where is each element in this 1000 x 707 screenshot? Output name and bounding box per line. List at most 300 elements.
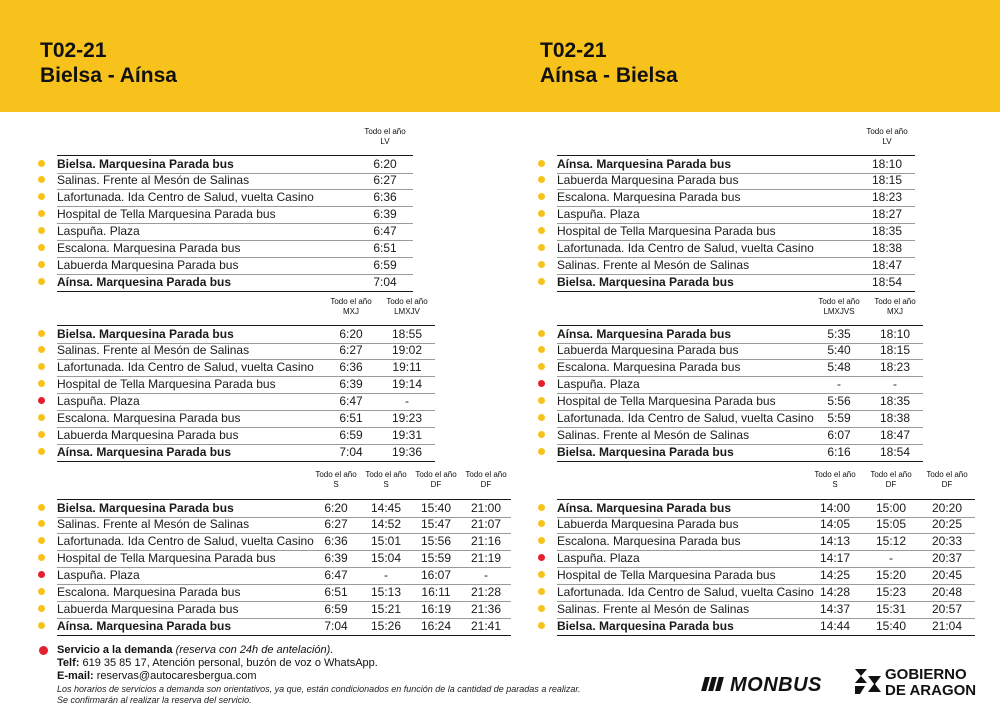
- column-period: Todo el año: [365, 470, 407, 479]
- time-cell: 20:37: [931, 551, 963, 565]
- time-cell: 15:04: [370, 551, 402, 565]
- route-title-right: [540, 38, 678, 88]
- table-row: [57, 257, 413, 275]
- time-cell: -: [837, 377, 841, 391]
- route-name: Bielsa - Aínsa: [40, 64, 177, 87]
- column-days: S: [333, 480, 339, 489]
- column-header: [919, 470, 975, 490]
- time-cell: 15:47: [420, 517, 452, 531]
- time-cell: 6:51: [373, 241, 397, 255]
- time-cell: 18:54: [871, 275, 903, 289]
- stop-dot-icon: [38, 504, 45, 511]
- column-period: Todo el año: [386, 297, 428, 306]
- table-row: [57, 393, 435, 411]
- time-cell: -: [484, 568, 488, 582]
- demand-detail: (reserva con 24h de antelación).: [175, 644, 334, 656]
- time-cell: 5:40: [827, 343, 851, 357]
- stop-dot-icon: [538, 261, 545, 268]
- time-cell: 6:59: [324, 602, 348, 616]
- demand-label: Servicio a la demanda: [57, 644, 173, 656]
- time-cell: 6:36: [324, 534, 348, 548]
- stop-name: Lafortunada. Ida Centro de Salud, vuelta Casino: [57, 534, 314, 548]
- stop-name: Salinas. Frente al Mesón de Salinas: [557, 428, 750, 442]
- stop-name: Salinas. Frente al Mesón de Salinas: [57, 517, 250, 531]
- stop-name: Labuerda Marquesina Parada bus: [57, 258, 239, 272]
- time-cell: 15:21: [370, 602, 402, 616]
- time-cell: 20:57: [931, 602, 963, 616]
- stop-dot-icon: [538, 448, 545, 455]
- column-days: LV: [882, 137, 892, 146]
- stop-name: Bielsa. Marquesina Parada bus: [557, 275, 734, 289]
- column-period: Todo el año: [818, 297, 860, 306]
- stop-dot-icon: [538, 588, 545, 595]
- column-days: MXJ: [887, 307, 903, 316]
- stop-dot-icon: [38, 176, 45, 183]
- column-header: [807, 470, 863, 490]
- column-header: [357, 127, 413, 147]
- stop-name: Aínsa. Marquesina Parada bus: [557, 327, 732, 341]
- time-cell: 16:19: [420, 602, 452, 616]
- stop-dot-icon: [538, 414, 545, 421]
- column-header: [408, 470, 464, 490]
- time-cell: 14:28: [819, 585, 851, 599]
- monbus-bars-icon: [703, 674, 724, 697]
- time-cell: 6:07: [827, 428, 851, 442]
- table-row: [557, 359, 923, 377]
- time-cell: 14:45: [370, 501, 402, 515]
- table-row: [557, 444, 923, 462]
- table-row: [57, 359, 435, 377]
- time-cell: 6:59: [373, 258, 397, 272]
- table-row: [57, 584, 511, 602]
- time-cell: 14:13: [819, 534, 851, 548]
- table-row: [557, 223, 915, 241]
- stop-name: Escalona. Marquesina Parada bus: [557, 190, 741, 204]
- table-row: [57, 410, 435, 428]
- table-row: [57, 427, 435, 445]
- table-row: [557, 567, 975, 585]
- time-cell: 16:24: [420, 619, 452, 633]
- table-row: [557, 206, 915, 224]
- stop-dot-icon: [538, 571, 545, 578]
- note-line: Los horarios de servicios a demanda son orientativos, ya que, están condicionados en función de la cantidad de paradas a realizar.: [57, 684, 581, 694]
- time-cell: 15:01: [370, 534, 402, 548]
- time-cell: 6:16: [827, 445, 851, 459]
- stop-name: Laspuña. Plaza: [557, 551, 640, 565]
- column-days: DF: [941, 480, 953, 489]
- gobierno-aragon-logo: [853, 666, 977, 703]
- stop-dot-icon: [38, 193, 45, 200]
- stop-name: Hospital de Tella Marquesina Parada bus: [57, 551, 276, 565]
- column-period: Todo el año: [874, 297, 916, 306]
- stop-dot-icon: [38, 414, 45, 421]
- stop-name: Salinas. Frente al Mesón de Salinas: [57, 173, 250, 187]
- table-row: [557, 274, 915, 292]
- time-cell: 15:26: [370, 619, 402, 633]
- phone-text: 619 35 85 17, Atención personal, buzón de voz o WhatsApp.: [82, 657, 378, 669]
- stop-dot-icon: [538, 330, 545, 337]
- time-cell: 21:00: [470, 501, 502, 515]
- column-period: Todo el año: [465, 470, 507, 479]
- table-row: [557, 427, 923, 445]
- time-cell: 6:27: [373, 173, 397, 187]
- stop-dot-icon: [538, 210, 545, 217]
- time-cell: 18:10: [871, 157, 903, 171]
- stop-name: Lafortunada. Ida Centro de Salud, vuelta Casino: [557, 241, 814, 255]
- stop-name: Escalona. Marquesina Parada bus: [57, 411, 241, 425]
- table-row: [557, 601, 975, 619]
- table-row: [57, 189, 413, 207]
- demand-dot-icon: [39, 646, 48, 655]
- table-row: [57, 376, 435, 394]
- column-period: Todo el año: [814, 470, 856, 479]
- column-days: LV: [380, 137, 390, 146]
- stop-name: Labuerda Marquesina Parada bus: [557, 517, 739, 531]
- time-cell: 6:47: [324, 568, 348, 582]
- time-cell: 6:27: [339, 343, 363, 357]
- time-cell: 18:55: [391, 327, 423, 341]
- time-cell: 6:51: [324, 585, 348, 599]
- stop-dot-icon: [38, 363, 45, 370]
- stop-name: Labuerda Marquesina Parada bus: [557, 343, 739, 357]
- time-cell: 18:23: [879, 360, 911, 374]
- stop-name: Labuerda Marquesina Parada bus: [557, 173, 739, 187]
- table-row: [557, 240, 915, 258]
- time-cell: 15:05: [875, 517, 907, 531]
- time-cell: 20:25: [931, 517, 963, 531]
- table-row: [57, 550, 511, 568]
- time-cell: 15:13: [370, 585, 402, 599]
- time-cell: 21:41: [470, 619, 502, 633]
- stop-name: Lafortunada. Ida Centro de Salud, vuelta Casino: [57, 360, 314, 374]
- gobierno-shield-icon: [853, 666, 883, 698]
- time-cell: 18:38: [871, 241, 903, 255]
- column-period: Todo el año: [415, 470, 457, 479]
- stop-dot-icon: [538, 278, 545, 285]
- stop-dot-icon: [538, 363, 545, 370]
- stop-name: Hospital de Tella Marquesina Parada bus: [57, 207, 276, 221]
- time-cell: 6:20: [324, 501, 348, 515]
- stop-dot-icon: [538, 431, 545, 438]
- time-cell: 20:48: [931, 585, 963, 599]
- time-cell: 14:44: [819, 619, 851, 633]
- stop-dot-icon: [38, 160, 45, 167]
- time-cell: 7:04: [339, 445, 363, 459]
- stop-dot-icon: [538, 193, 545, 200]
- stop-name: Lafortunada. Ida Centro de Salud, vuelta Casino: [557, 411, 814, 425]
- monbus-logo: [703, 674, 822, 697]
- table-row: [57, 533, 511, 551]
- stop-dot-icon: [538, 227, 545, 234]
- column-days: MXJ: [343, 307, 359, 316]
- stop-dot-icon: [538, 244, 545, 251]
- time-cell: 18:15: [879, 343, 911, 357]
- stop-dot-icon: [538, 520, 545, 527]
- table-row: [57, 223, 413, 241]
- stop-name: Aínsa. Marquesina Parada bus: [557, 157, 732, 171]
- stop-name: Labuerda Marquesina Parada bus: [57, 428, 239, 442]
- stop-name: Hospital de Tella Marquesina Parada bus: [57, 377, 276, 391]
- stop-dot-icon: [538, 537, 545, 544]
- time-cell: 6:51: [339, 411, 363, 425]
- time-cell: 16:07: [420, 568, 452, 582]
- table-row: [57, 274, 413, 292]
- stop-dot-icon: [38, 431, 45, 438]
- time-cell: -: [384, 568, 388, 582]
- table-row: [557, 550, 975, 568]
- column-period: Todo el año: [364, 127, 406, 136]
- stop-name: Salinas. Frente al Mesón de Salinas: [57, 343, 250, 357]
- stop-dot-icon: [538, 504, 545, 511]
- time-cell: 15:59: [420, 551, 452, 565]
- time-cell: -: [405, 394, 409, 408]
- email-text: reservas@autocaresbergua.com: [96, 670, 257, 682]
- time-cell: 18:27: [871, 207, 903, 221]
- time-cell: 7:04: [324, 619, 348, 633]
- stop-dot-icon: [38, 588, 45, 595]
- stop-name: Laspuña. Plaza: [57, 394, 140, 408]
- column-header: [323, 297, 379, 317]
- column-header: [358, 470, 414, 490]
- route-code: T02-21: [40, 39, 107, 62]
- table-row: [557, 618, 975, 636]
- table-row: [57, 342, 435, 360]
- stop-dot-icon: [538, 176, 545, 183]
- time-cell: 14:25: [819, 568, 851, 582]
- column-days: DF: [885, 480, 897, 489]
- time-cell: 14:05: [819, 517, 851, 531]
- table-row: [557, 172, 915, 190]
- stop-name: Escalona. Marquesina Parada bus: [57, 241, 241, 255]
- stop-name: Salinas. Frente al Mesón de Salinas: [557, 258, 750, 272]
- stop-name: Salinas. Frente al Mesón de Salinas: [557, 602, 750, 616]
- time-cell: 6:36: [339, 360, 363, 374]
- stop-name: Escalona. Marquesina Parada bus: [57, 585, 241, 599]
- time-cell: 18:35: [871, 224, 903, 238]
- time-cell: 20:45: [931, 568, 963, 582]
- time-cell: 7:04: [373, 275, 397, 289]
- column-days: DF: [480, 480, 492, 489]
- stop-dot-icon: [538, 346, 545, 353]
- time-cell: 6:39: [373, 207, 397, 221]
- stop-dot-icon: [38, 261, 45, 268]
- stop-dot-icon: [538, 605, 545, 612]
- stop-name: Bielsa. Marquesina Parada bus: [57, 157, 234, 171]
- table-row: [57, 172, 413, 190]
- time-cell: 15:40: [875, 619, 907, 633]
- stop-dot-icon: [38, 554, 45, 561]
- monbus-logo-text: MONBUS: [730, 674, 822, 696]
- column-header: [867, 297, 923, 317]
- time-cell: 15:56: [420, 534, 452, 548]
- phone-label: Telf:: [57, 657, 80, 669]
- stop-name: Escalona. Marquesina Parada bus: [557, 534, 741, 548]
- time-cell: 18:47: [879, 428, 911, 442]
- time-cell: 6:20: [373, 157, 397, 171]
- table-row: [557, 257, 915, 275]
- time-cell: 21:19: [470, 551, 502, 565]
- time-cell: 18:15: [871, 173, 903, 187]
- stop-dot-icon: [38, 210, 45, 217]
- time-cell: 15:20: [875, 568, 907, 582]
- stop-name: Bielsa. Marquesina Parada bus: [557, 619, 734, 633]
- time-cell: 6:20: [339, 327, 363, 341]
- table-row: [557, 342, 923, 360]
- time-cell: 15:23: [875, 585, 907, 599]
- stop-dot-icon: [38, 227, 45, 234]
- column-header: [379, 297, 435, 317]
- stop-name: Hospital de Tella Marquesina Parada bus: [557, 394, 776, 408]
- table-row: [57, 516, 511, 534]
- time-cell: 19:31: [391, 428, 423, 442]
- time-cell: 14:00: [819, 501, 851, 515]
- table-row: [557, 533, 975, 551]
- column-period: Todo el año: [330, 297, 372, 306]
- demand-dot-icon: [38, 397, 45, 404]
- table-row: [57, 618, 511, 636]
- time-cell: 15:40: [420, 501, 452, 515]
- column-header: [308, 470, 364, 490]
- column-days: S: [383, 480, 389, 489]
- route-name: Aínsa - Bielsa: [540, 64, 678, 87]
- table-row: [557, 410, 923, 428]
- stop-name: Bielsa. Marquesina Parada bus: [57, 327, 234, 341]
- time-cell: 21:28: [470, 585, 502, 599]
- column-days: S: [832, 480, 838, 489]
- table-row: [57, 601, 511, 619]
- time-cell: 6:47: [373, 224, 397, 238]
- stop-dot-icon: [38, 244, 45, 251]
- time-cell: 5:35: [827, 327, 851, 341]
- stop-dot-icon: [38, 448, 45, 455]
- time-cell: 6:47: [339, 394, 363, 408]
- stop-dot-icon: [38, 622, 45, 629]
- column-header: [458, 470, 514, 490]
- time-cell: 18:23: [871, 190, 903, 204]
- stop-dot-icon: [38, 346, 45, 353]
- demand-dot-icon: [538, 380, 545, 387]
- table-row: [557, 376, 923, 394]
- time-cell: 6:27: [324, 517, 348, 531]
- time-cell: 21:36: [470, 602, 502, 616]
- stop-name: Lafortunada. Ida Centro de Salud, vuelta Casino: [57, 190, 314, 204]
- stop-dot-icon: [38, 605, 45, 612]
- time-cell: 16:11: [421, 585, 451, 599]
- column-header: [863, 470, 919, 490]
- footer-note: [57, 684, 581, 706]
- column-period: Todo el año: [870, 470, 912, 479]
- time-cell: 20:20: [931, 501, 963, 515]
- stop-dot-icon: [38, 330, 45, 337]
- time-cell: 18:47: [871, 258, 903, 272]
- time-cell: 5:56: [827, 394, 851, 408]
- column-header: [859, 127, 915, 147]
- column-period: Todo el año: [866, 127, 908, 136]
- route-title-left: [40, 38, 177, 88]
- note-line: Se confirmarán al realizar la reserva del servicio.: [57, 695, 252, 705]
- time-cell: 14:52: [370, 517, 402, 531]
- table-row: [557, 189, 915, 207]
- gobierno-line1: GOBIERNO: [885, 666, 967, 683]
- column-days: LMXJV: [394, 307, 420, 316]
- stop-name: Bielsa. Marquesina Parada bus: [557, 445, 734, 459]
- stop-name: Laspuña. Plaza: [57, 568, 140, 582]
- time-cell: 21:16: [470, 534, 502, 548]
- stop-name: Aínsa. Marquesina Parada bus: [557, 501, 732, 515]
- time-cell: 19:11: [392, 360, 422, 374]
- time-cell: 21:04: [931, 619, 963, 633]
- column-days: LMXJVS: [823, 307, 855, 316]
- time-cell: 21:07: [470, 517, 502, 531]
- time-cell: -: [889, 551, 893, 565]
- footer-info: [57, 644, 378, 683]
- stop-dot-icon: [38, 278, 45, 285]
- time-cell: -: [893, 377, 897, 391]
- demand-dot-icon: [538, 554, 545, 561]
- stop-name: Hospital de Tella Marquesina Parada bus: [557, 224, 776, 238]
- column-period: Todo el año: [926, 470, 968, 479]
- table-row: [557, 516, 975, 534]
- table-row: [57, 240, 413, 258]
- time-cell: 6:39: [339, 377, 363, 391]
- email-label: E-mail:: [57, 670, 94, 682]
- time-cell: 18:10: [879, 327, 911, 341]
- time-cell: 18:35: [879, 394, 911, 408]
- stop-name: Aínsa. Marquesina Parada bus: [57, 275, 232, 289]
- time-cell: 14:37: [819, 602, 851, 616]
- stop-dot-icon: [38, 537, 45, 544]
- stop-name: Hospital de Tella Marquesina Parada bus: [557, 568, 776, 582]
- time-cell: 6:39: [324, 551, 348, 565]
- column-days: DF: [430, 480, 442, 489]
- time-cell: 19:36: [391, 445, 423, 459]
- stop-dot-icon: [538, 397, 545, 404]
- time-cell: 19:23: [391, 411, 423, 425]
- time-cell: 15:00: [875, 501, 907, 515]
- stop-name: Laspuña. Plaza: [57, 224, 140, 238]
- stop-name: Labuerda Marquesina Parada bus: [57, 602, 239, 616]
- route-code: T02-21: [540, 39, 607, 62]
- stop-name: Laspuña. Plaza: [557, 377, 640, 391]
- time-cell: 15:12: [875, 534, 907, 548]
- stop-name: Aínsa. Marquesina Parada bus: [57, 619, 232, 633]
- column-header: [811, 297, 867, 317]
- time-cell: 19:14: [391, 377, 423, 391]
- gobierno-line2: DE ARAGON: [885, 682, 977, 699]
- time-cell: 18:38: [879, 411, 911, 425]
- demand-dot-icon: [38, 571, 45, 578]
- column-period: Todo el año: [315, 470, 357, 479]
- stop-name: Aínsa. Marquesina Parada bus: [57, 445, 232, 459]
- time-cell: 5:59: [827, 411, 851, 425]
- time-cell: 5:48: [827, 360, 851, 374]
- time-cell: 14:17: [819, 551, 851, 565]
- stop-name: Lafortunada. Ida Centro de Salud, vuelta Casino: [557, 585, 814, 599]
- stop-dot-icon: [38, 380, 45, 387]
- table-row: [57, 206, 413, 224]
- time-cell: 19:02: [391, 343, 423, 357]
- stop-dot-icon: [38, 520, 45, 527]
- stop-dot-icon: [538, 622, 545, 629]
- table-row: [557, 393, 923, 411]
- stop-dot-icon: [538, 160, 545, 167]
- table-row: [557, 584, 975, 602]
- time-cell: 18:54: [879, 445, 911, 459]
- stop-name: Bielsa. Marquesina Parada bus: [57, 501, 234, 515]
- time-cell: 20:33: [931, 534, 963, 548]
- time-cell: 15:31: [875, 602, 907, 616]
- time-cell: 6:36: [373, 190, 397, 204]
